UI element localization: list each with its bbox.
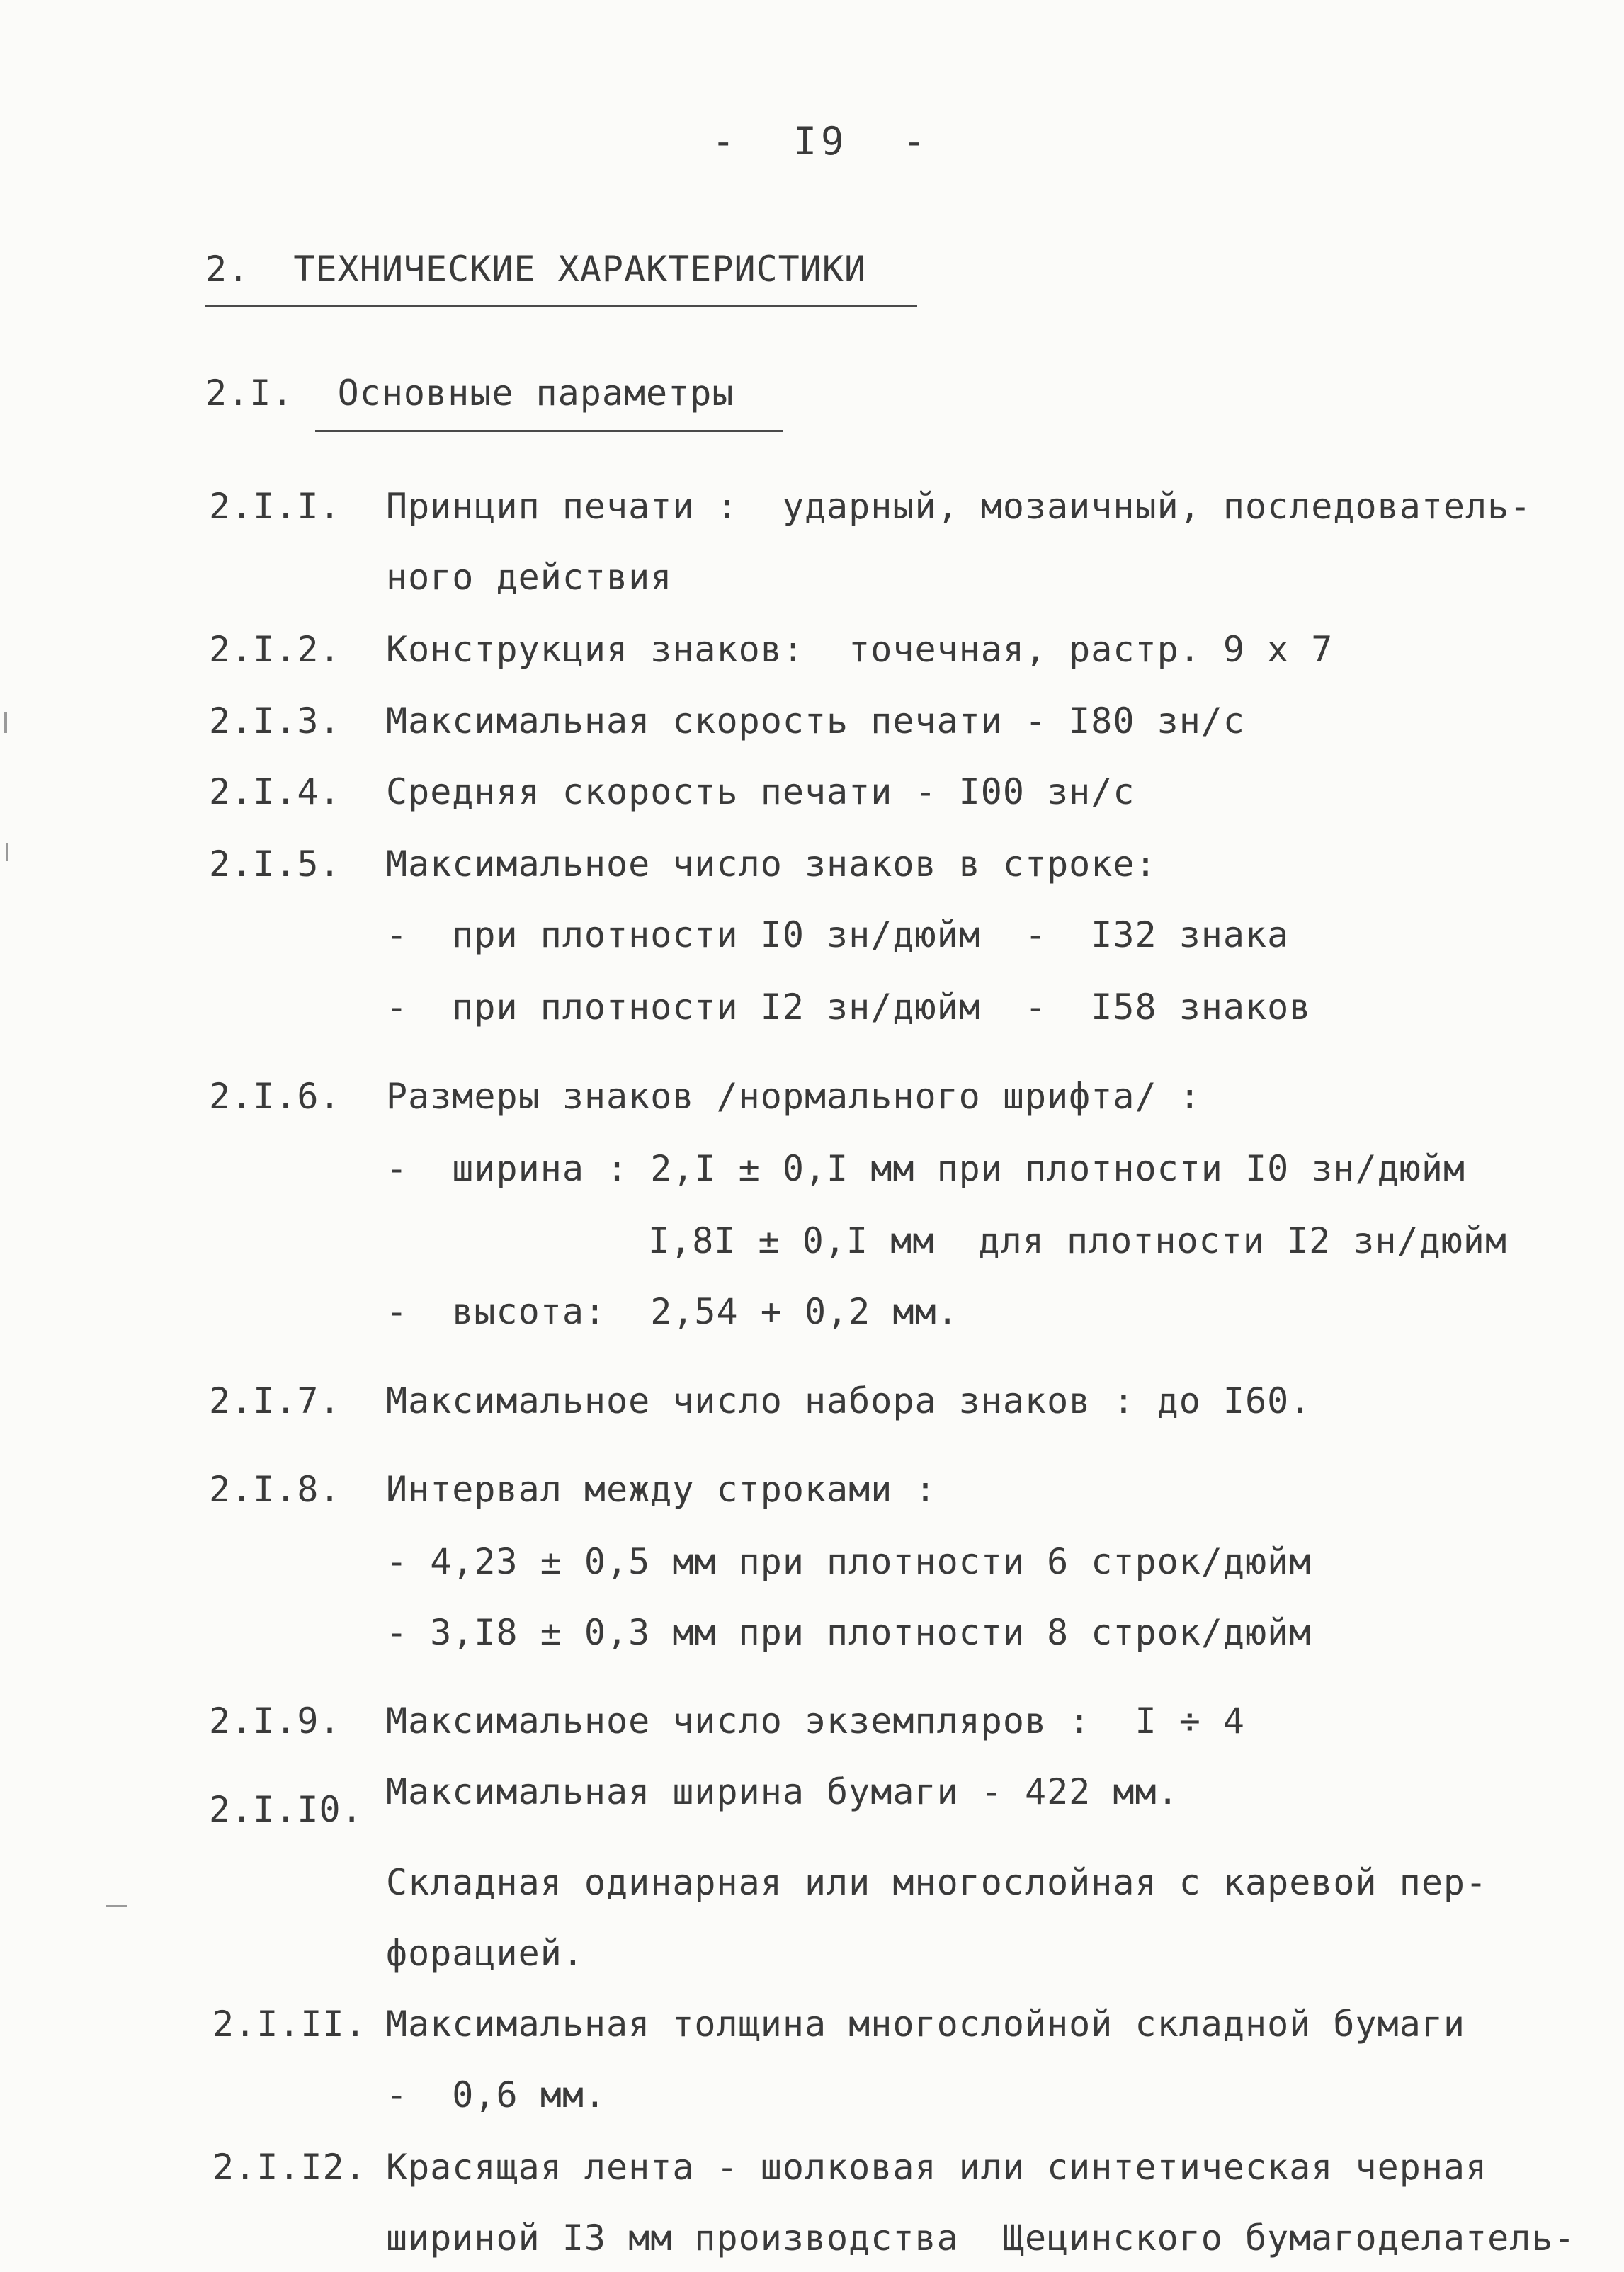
item-number: 2.I.6. <box>209 1076 341 1117</box>
item-text: - 3,I8 ± 0,3 мм при плотности 8 строк/дюйм <box>386 1612 1312 1653</box>
item-text: Максимальная ширина бумаги - 422 мм. <box>386 1771 1179 1812</box>
item-text: Максимальное число знаков в строке: <box>386 844 1157 885</box>
subsection-title: 2.I. Основные параметры <box>205 373 734 414</box>
item-text: - 0,6 мм. <box>386 2074 607 2115</box>
item-text: Максимальная скорость печати - I80 зн/с <box>386 700 1245 742</box>
scan-mark <box>4 712 7 733</box>
item-text: - при плотности I0 зн/дюйм - I32 знака <box>386 914 1290 955</box>
item-text: шириной I3 мм производства Щецинского бумагоделатель- <box>386 2217 1576 2259</box>
item-number: 2.I.2. <box>209 629 341 670</box>
scan-mark <box>6 843 8 861</box>
item-number: 2.I.4. <box>209 771 341 812</box>
item-text: Максимальная толщина многослойной складной бумаги <box>386 2004 1466 2045</box>
item-text: форацией. <box>386 1933 584 1974</box>
item-text: I,8I ± 0,I мм для плотности I2 зн/дюйм <box>648 1220 1507 1261</box>
item-text: Интервал между строками : <box>386 1469 937 1510</box>
item-text: Максимальное число набора знаков : до I60. <box>386 1380 1312 1421</box>
item-text: Средняя скорость печати - I00 зн/с <box>386 771 1135 812</box>
scan-mark <box>106 1905 127 1907</box>
item-text: ного действия <box>386 557 673 598</box>
section-title: 2. ТЕХНИЧЕСКИЕ ХАРАКТЕРИСТИКИ <box>205 249 867 290</box>
item-text: Складная одинарная или многослойная с каревой пер- <box>386 1862 1488 1903</box>
item-text: Красящая лента - шолковая или синтетическая черная <box>386 2147 1488 2188</box>
item-number: 2.I.I2. <box>212 2147 367 2188</box>
item-text: Максимальное число экземпляров : I ÷ 4 <box>386 1700 1245 1742</box>
item-number: 2.I.9. <box>209 1700 341 1742</box>
item-text: Принцип печати : ударный, мозаичный, последователь- <box>386 486 1532 527</box>
item-number: 2.I.I0. <box>209 1789 363 1830</box>
item-number: 2.I.5. <box>209 844 341 885</box>
item-text: - высота: 2,54 + 0,2 мм. <box>386 1291 959 1332</box>
item-number: 2.I.3. <box>209 700 341 742</box>
item-number: 2.I.II. <box>212 2004 367 2045</box>
item-text: - ширина : 2,I ± 0,I мм при плотности I0 зн/дюйм <box>386 1148 1466 1189</box>
section-title-underline <box>205 305 917 307</box>
item-text: Размеры знаков /нормального шрифта/ : <box>386 1076 1201 1117</box>
subsection-title-underline <box>315 430 783 432</box>
item-text: - при плотности I2 зн/дюйм - I58 знаков <box>386 987 1312 1028</box>
item-text: - 4,23 ± 0,5 мм при плотности 6 строк/дюйм <box>386 1541 1312 1582</box>
item-number: 2.I.8. <box>209 1469 341 1510</box>
page-number: - I9 - <box>712 119 931 164</box>
item-number: 2.I.I. <box>209 486 341 527</box>
item-text: Конструкция знаков: точечная, растр. 9 х 7 <box>386 629 1334 670</box>
item-number: 2.I.7. <box>209 1380 341 1421</box>
